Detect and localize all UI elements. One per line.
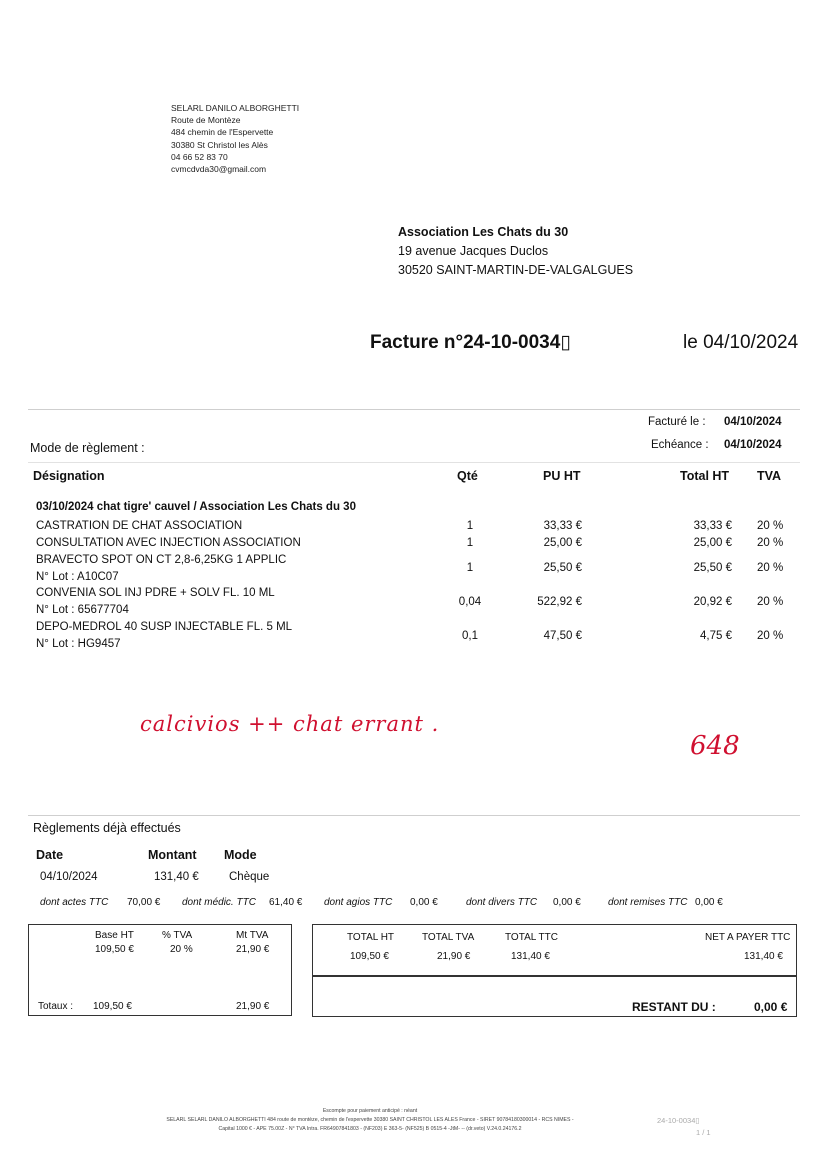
vat-totals-label: Totaux : — [38, 1001, 74, 1012]
recipient-name: Association Les Chats du 30 — [398, 225, 569, 239]
header-designation: Désignation — [33, 469, 105, 483]
footer-page: 1 / 1 — [696, 1128, 711, 1137]
row-pu: 47,50 € — [543, 630, 582, 642]
breakdown-value: 70,00 € — [127, 897, 161, 908]
due-value: 04/10/2024 — [724, 439, 782, 451]
breakdown-label: dont remises TTC — [608, 897, 688, 908]
payments-header-amount: Montant — [148, 848, 197, 862]
breakdown-value: 0,00 € — [410, 897, 438, 908]
recipient-address — [398, 223, 633, 280]
payment-mode-label: Mode de règlement : — [30, 441, 145, 455]
vat-header-rate: % TVA — [162, 930, 193, 941]
row-total: 33,33 € — [693, 520, 732, 532]
remaining-label: RESTANT DU : — [632, 1000, 716, 1014]
sender-name: SELARL DANILO ALBORGHETTI — [171, 103, 300, 113]
vat-amount: 21,90 € — [236, 944, 270, 955]
row-qty: 0,04 — [458, 596, 482, 608]
net-to-pay-label: NET A PAYER TTC — [705, 932, 791, 943]
row-total: 25,00 € — [693, 537, 732, 549]
vat-base: 109,50 € — [95, 944, 134, 955]
due-label: Echéance : — [651, 439, 709, 451]
row-pu: 522,92 € — [537, 596, 582, 608]
invoice-date: le 04/10/2024 — [683, 332, 799, 353]
total-ht-value: 109,50 € — [350, 951, 389, 962]
row-designation: DEPO-MEDROL 40 SUSP INJECTABLE FL. 5 ML — [36, 621, 293, 633]
row-lot: N° Lot : HG9457 — [36, 638, 121, 650]
row-lot: N° Lot : A10C07 — [36, 571, 119, 583]
breakdown-label: dont agios TTC — [324, 897, 393, 908]
row-pu: 25,00 € — [543, 537, 582, 549]
header-pu: PU HT — [543, 469, 581, 483]
sender-line: 30380 St Christol les Alès — [171, 139, 268, 150]
breakdown-label: dont divers TTC — [466, 897, 538, 908]
total-ttc-value: 131,40 € — [511, 951, 550, 962]
row-qty: 0,1 — [462, 630, 478, 642]
footer-legal: Capital 1000 € - APE 75.00Z - N° TVA Intra. FR64907841803 - (NF203) E 363-5- (NF525) B 0515-4 -JtM- -- (dr.veto) V.24.0.24176.2 — [218, 1126, 522, 1132]
row-tva: 20 % — [757, 520, 784, 532]
row-pu: 33,33 € — [543, 520, 582, 532]
sender-line: 484 chemin de l'Espervette — [171, 127, 274, 138]
row-qty: 1 — [466, 520, 474, 532]
total-tva-value: 21,90 € — [437, 951, 471, 962]
sender-address — [171, 102, 299, 175]
vat-rate: 20 % — [170, 944, 193, 955]
total-ht-label: TOTAL HT — [347, 932, 395, 943]
breakdown-label: dont médic. TTC — [182, 897, 256, 908]
recipient-line: 30520 SAINT-MARTIN-DE-VALGALGUES — [398, 263, 634, 277]
row-designation: BRAVECTO SPOT ON CT 2,8-6,25KG 1 APPLIC — [36, 554, 287, 566]
vat-header-base: Base HT — [95, 930, 134, 941]
divider — [28, 409, 800, 410]
totals-divider — [313, 975, 796, 977]
row-tva: 20 % — [757, 562, 784, 574]
payment-mode: Chèque — [229, 871, 270, 883]
row-designation: CONSULTATION AVEC INJECTION ASSOCIATION — [36, 537, 301, 549]
row-qty: 1 — [466, 562, 474, 574]
handwritten-note: calcivios ++ chat errant . — [140, 712, 440, 736]
payment-amount: 131,40 € — [154, 871, 199, 883]
vat-totals-amount: 21,90 € — [236, 1001, 270, 1012]
footer-legal: SELARL SELARL DANILO ALBORGHETTI 484 route de montèze, chemin de l'espervette 30380 SAINT CHRISTOL LES ALES France - SIRET 90784180300014 - RCS NIMES - — [166, 1117, 574, 1123]
divider — [28, 462, 800, 463]
row-qty: 1 — [466, 537, 474, 549]
recipient-line: 19 avenue Jacques Duclos — [398, 244, 549, 258]
row-pu: 25,50 € — [543, 562, 582, 574]
footer-ref: 24-10-0034▯ — [657, 1116, 700, 1125]
sender-line: Route de Montèze — [171, 115, 241, 126]
billed-value: 04/10/2024 — [724, 416, 782, 428]
breakdown-label: dont actes TTC — [40, 897, 109, 908]
billed-label: Facturé le : — [648, 416, 706, 428]
payments-header-date: Date — [36, 848, 64, 862]
remaining-value: 0,00 € — [754, 1000, 788, 1014]
row-tva: 20 % — [757, 630, 784, 642]
net-to-pay-value: 131,40 € — [744, 951, 783, 962]
row-designation: CONVENIA SOL INJ PDRE + SOLV FL. 10 ML — [36, 587, 275, 599]
sender-phone: 04 66 52 83 70 — [171, 151, 228, 162]
header-tva: TVA — [757, 469, 782, 483]
footer-discount: Escompte pour paiement anticipé : néant — [322, 1108, 418, 1114]
header-total: Total HT — [680, 469, 730, 483]
invoice-title: Facture n°24-10-0034▯ — [370, 332, 571, 353]
sender-email: cvmcdvda30@gmail.com — [171, 164, 267, 175]
header-qty: Qté — [457, 469, 478, 483]
row-total: 4,75 € — [700, 630, 732, 642]
payment-date: 04/10/2024 — [40, 871, 98, 883]
breakdown-value: 61,40 € — [269, 897, 303, 908]
row-lot: N° Lot : 65677704 — [36, 604, 129, 616]
group-label: 03/10/2024 chat tigre' cauvel / Association Les Chats du 30 — [36, 501, 356, 513]
row-designation: CASTRATION DE CHAT ASSOCIATION — [36, 520, 243, 532]
handwritten-number: 648 — [690, 731, 740, 761]
payments-title: Règlements déjà effectués — [33, 821, 181, 835]
divider — [28, 815, 800, 816]
breakdown-value: 0,00 € — [695, 897, 723, 908]
payments-header-mode: Mode — [224, 848, 257, 862]
total-ttc-label: TOTAL TTC — [505, 932, 558, 943]
row-total: 20,92 € — [693, 596, 732, 608]
row-total: 25,50 € — [693, 562, 732, 574]
breakdown-value: 0,00 € — [553, 897, 581, 908]
vat-header-amount: Mt TVA — [236, 930, 269, 941]
vat-totals-base: 109,50 € — [93, 1001, 132, 1012]
total-tva-label: TOTAL TVA — [422, 932, 475, 943]
row-tva: 20 % — [757, 537, 784, 549]
row-tva: 20 % — [757, 596, 784, 608]
